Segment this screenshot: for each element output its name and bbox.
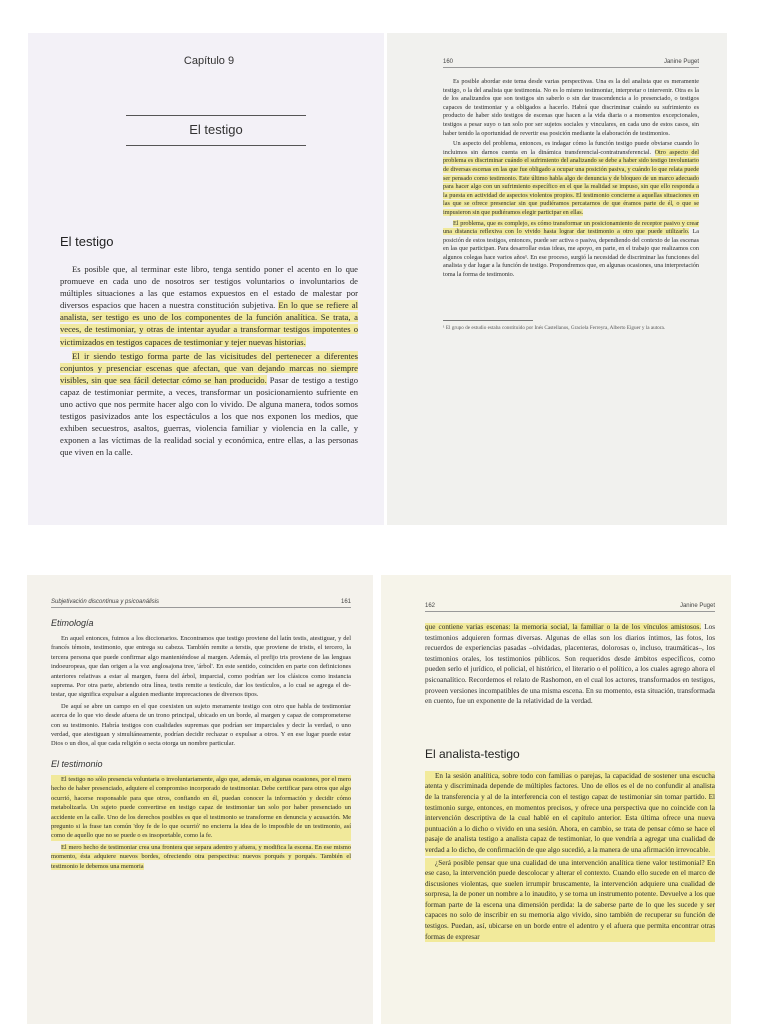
highlighted-paragraph: ¿Será posible pensar que una cualidad de una intervención analítica tiene valor testimonial? En ese caso, la intervención puede descolocar y alterar el contexto. Cuando ello sucede en el marco de discusiones violentas, que suelen irrumpir bruscamente, la intervención adquiere una cualidad de sorpresa, la de poner un nombre a lo inaudito, y se torna un instrumento potente. Devuelve a los que forman parte de la escena una dimensión perdida: la de saberse parte de lo que les sucede y ser capaces no solo de inscribir en su memoria algo vivido, sino también de recuperar su función de testigos. Puedan, así, ubicarse en un borde entre el adentro y el afuera que permita encontrar otras formas de expresar [425, 858, 715, 941]
highlighted-paragraph: El testigo no sólo presencia voluntaria o involuntariamente, algo que, además, en algunas ocasiones, por el mero hecho de haber presenciado, adquiere el compromiso incorporado de testimoniar. Debe certificar para otros que algo ocurrió, hacerse responsable para que otros, confiando en él, puedan conocer la información y decidir cómo metabolizarla. Un sujeto puede convertirse en testigo capaz de testimoniar tan solo por haber presenciado un accidente en la calle. Uno de los derechos posibles es que el testimonio se transforme en denuncia y acusación. Me pregunto si la frase tan común 'doy fe de lo que ocurrió' no encierra la idea de lo imposible de un testimonio, así como de aquello que no se puede o es insoportable, como la fe. [51, 775, 351, 840]
chapter-label: Capítulo 9 [183, 55, 235, 67]
book-page-left-top [28, 33, 384, 525]
book-page-left-bottom [27, 575, 373, 1024]
text-span: Pasar de testigo a testigo capaz de testimoniar permite, a veces, transformar un posicionamiento sufriente en uno activo que nos permite hacer algo con lo vivido. [60, 374, 358, 410]
paragraph [443, 220, 699, 280]
text-span: La posición de estos testigos, entonces, puede ser activa o pasiva, dependiendo del contexto de las escenas en las que participan. Para desarrollar estas ideas, me apoyo, en parte, en el trabajo que realizamos con algunos colegas hace varios años¹. En ese proceso, surgió la necesidad de discriminar las funciones del analista y dar lugar a la función de testigo. Propondremos que, en algunas ocasiones, una interpretación toma la forma de testimonio. [443, 228, 700, 279]
paragraph [51, 843, 351, 871]
subsection-heading: Etimología [51, 618, 94, 628]
page-number: 160 [443, 59, 454, 65]
section-heading: El testigo [60, 234, 114, 249]
paragraph [60, 263, 358, 348]
paragraph [425, 622, 715, 707]
subsection-heading: El testimonio [51, 758, 103, 769]
paragraph [60, 350, 358, 459]
paragraph: De aquí se abre un campo en el que coexisten un sujeto meramente testigo con otro que habla de testimoniar acerca de lo que vio desde afuera de un trono principal, ubicado en un borde, al margen y capaz de comprometerse con su testimonio. Habría testigos con cualidades supremas que podrían ser imparciales y decir la verdad, o uno verdad, que atestiguan y simultáneamente, podrían decidir rechazar o expulsar a otros. Y en ese lugar puede estar Dios o un dios, al que cada religión o secta otorga un nombre particular. [51, 702, 351, 748]
section-heading: El analista-testigo [425, 746, 520, 761]
highlighted-text: que contiene varias escenas: la memoria social, la familiar o la de los vínculos amistosos. [425, 623, 702, 631]
chapter-title: El testigo [126, 115, 306, 146]
running-title: Subjetivación discontinua y psicoanálisis [51, 599, 160, 605]
text-span: Un aspecto del problema, entonces, es indagar cómo la función testigo puede obviarse cuando lo incluimos sin darnos cuenta en la dinámica transferencial-contratransferencial. [443, 140, 699, 156]
highlighted-text: En lo que se refiere al analista, ser testigo es uno de los componentes de la función analítica. Se trata, a veces, de testimoniar, y otras de intentar ayudar a transformar testigos impotentes o victimizados en testigos capaces de testimoniar y tejer nuevas historias. [60, 300, 358, 347]
paragraph: Es posible abordar este tema desde varias perspectivas. Una es la del analista que es meramente testigo, o la del analista que testimonia. No es lo mismo testimoniar, interpretar o intervenir. Otra es la de los analizandos que son testigos sin saberlo o sin dar trascendencia a lo presenciado, o testigos capaces de testimoniar y a obligados a hacerlo. Habrá que discriminar cuándo su sufrimiento es producto de haber sido testigos de escenas que hacen a la vida diaria o a momentos excepcionales, testigos a pesar suyo o tan solo por ser sujetos sociales y vinculares, en cada uno de estos casos, sin haber tenido la oportunidad de revertir esa posición mediante la elaboración de testimonios. [443, 78, 699, 137]
footnote: ¹ El grupo de estudio estaba constituido por Inés Castellanos, Graciela Ferreyra, Alberto Eiguer y la autora. [443, 324, 666, 331]
text-span: De alguna manera, todos somos testigos pasivizados ante los espectáculos a los que nos exponen los medios, que exhiben secuestros, asaltos, guerras, violencia familiar y violencia en la calle, y exponen a las víctimas de la realidad social y económica, entre ellas, a las personas que viven en la calle. [60, 399, 359, 458]
page-number: 162 [425, 603, 436, 609]
footnote-divider [443, 320, 533, 321]
paragraph: En aquel entonces, fuimos a los diccionarios. Encontramos que testigo proviene del latín testis, atestiguar, y del francés témoin, testimonio, que entrega su cabeza. También remite a terstis, que proviene de tristis, el tercero, la tercera persona que puede confirmar algo manteniéndose al margen. Además, el prefijo tris proviene de las lenguas indoeuropeas, que dan origen a la voz anglosajona tree, 'árbol'. En este sentido, coinciden en parte con definiciones anteriores relativas a estar al margen, fuera del árbol, imparcial, como podrían ser los clásicos como instancia suprema. Por otra parte, abriendo otra línea, testis remite a testículo, dar los testículos, a lo cual se agrega el de-testar, que significa expulsar a alguien mediante imprecaciones de diversos tipos. [51, 635, 351, 699]
highlighted-text: El mero hecho de testimoniar crea una frontera que separa adentro y afuera, y modifica la escena. En ese mismo momento, ésta adquiere nuevos bordes, ofreciendo otra perspectiva: nuevos porqués y porqués. También el testimonio le debemos una memoria [51, 843, 351, 870]
text-span: Los testimonios adquieren formas diversas. Algunas de ellas son los diarios íntimos, las fotos, los recuerdos de experiencias pasadas –olvidadas, placenteras, dolorosas o, incluso, traumáticas–, los testimonios orales, los testimonios públicos. Son requeridos desde ámbitos específicos, como pueden serlo el jurídico, el policial, el histórico, el literario o el político, a los cuales agrego ahora el psicoanalítico. Recordemos el relato de Rashomon, en el cual los actores, transformados en testigos, proveen versiones incompatibles de una misma escena. En su momento, esta situación, transformada en cuento, fue un exponente de la relatividad de la verdad. [425, 623, 715, 706]
running-head [51, 599, 351, 608]
highlighted-text: El problema, que es complejo, es cómo transformar un posicionamiento de receptor pasivo y crear una distancia reflexiva con lo vivido hasta lograr dar testimonio a otro que puede utilizarlo. [443, 219, 699, 236]
running-head [425, 603, 715, 612]
text-span: Es posible que, al terminar este libro, tenga sentido poner el acento en lo que promueve en cada uno de nosotros ser testigos voluntarios o involuntarios de múltiples situaciones a las que estamos expuestos en el estado de malestar por diversos espacios que hacen a nuestra constitución subjetiva. [60, 264, 358, 311]
highlighted-text: Otro aspecto del problema es discriminar cuándo el sufrimiento del analizando se debe a haber sido testigo involuntario de diversas escenas en las que fue obligado a ocupar una posición pasiva, y cuándo lo que relata puede ser pensado como testimonio. Este último habla algo de denuncia y de bloqueo de un marco adecuado para hacer algo con un sufrimiento específico en el que la realidad se impuso, sin que ello responda a la puesta en actividad de aspectos violentos propios. El testimonio concierne a aquellas situaciones en las que se ofrece presenciar sin que pudiéramos percatarnos de que éramos parte de él, o que se impusieron sin que pudiéramos elegir participar en ellas. [443, 148, 699, 216]
highlighted-text: El ir siendo testigo forma parte de las vicisitudes del pertenecer a diferentes conjuntos y presenciar escenas que afectan, que van dejando marcas no siempre visibles, sin que sea fácil detectar cómo se han producido. [60, 350, 358, 385]
page-number: 161 [340, 599, 351, 605]
running-head [443, 59, 699, 68]
book-page-right-bottom [381, 575, 731, 1024]
paragraph [443, 140, 699, 217]
highlighted-paragraph: En la sesión analítica, sobre todo con familias o parejas, la capacidad de sostener una escucha atenta y discriminada depende de múltiples factores. Uno de ellos es el de no confundir al analista de la transferencia y al de la interferencia con el testigo capaz de testimoniar sin tomar partido. El testimonio surge, entonces, en momentos precisos, y ofrece una perspectiva que no coincide con la intervención descriptiva de la cual hablé en el capítulo anterior. Esta última ofrece una nueva puntuación a lo dicho o vivido en una sesión. Ahora, en cambio, se trata de pensar cómo se hace el pasaje de analista testigo a analista capaz de testimoniar, lo que vendría a agregar una cualidad de verdad a lo dicho, de confirmación de que algo sucedió, a la manera de una afirmación irrevocable. [425, 771, 715, 854]
book-page-right-top [387, 33, 727, 525]
running-author: Janine Puget [663, 59, 699, 65]
running-author: Janine Puget [679, 603, 715, 609]
